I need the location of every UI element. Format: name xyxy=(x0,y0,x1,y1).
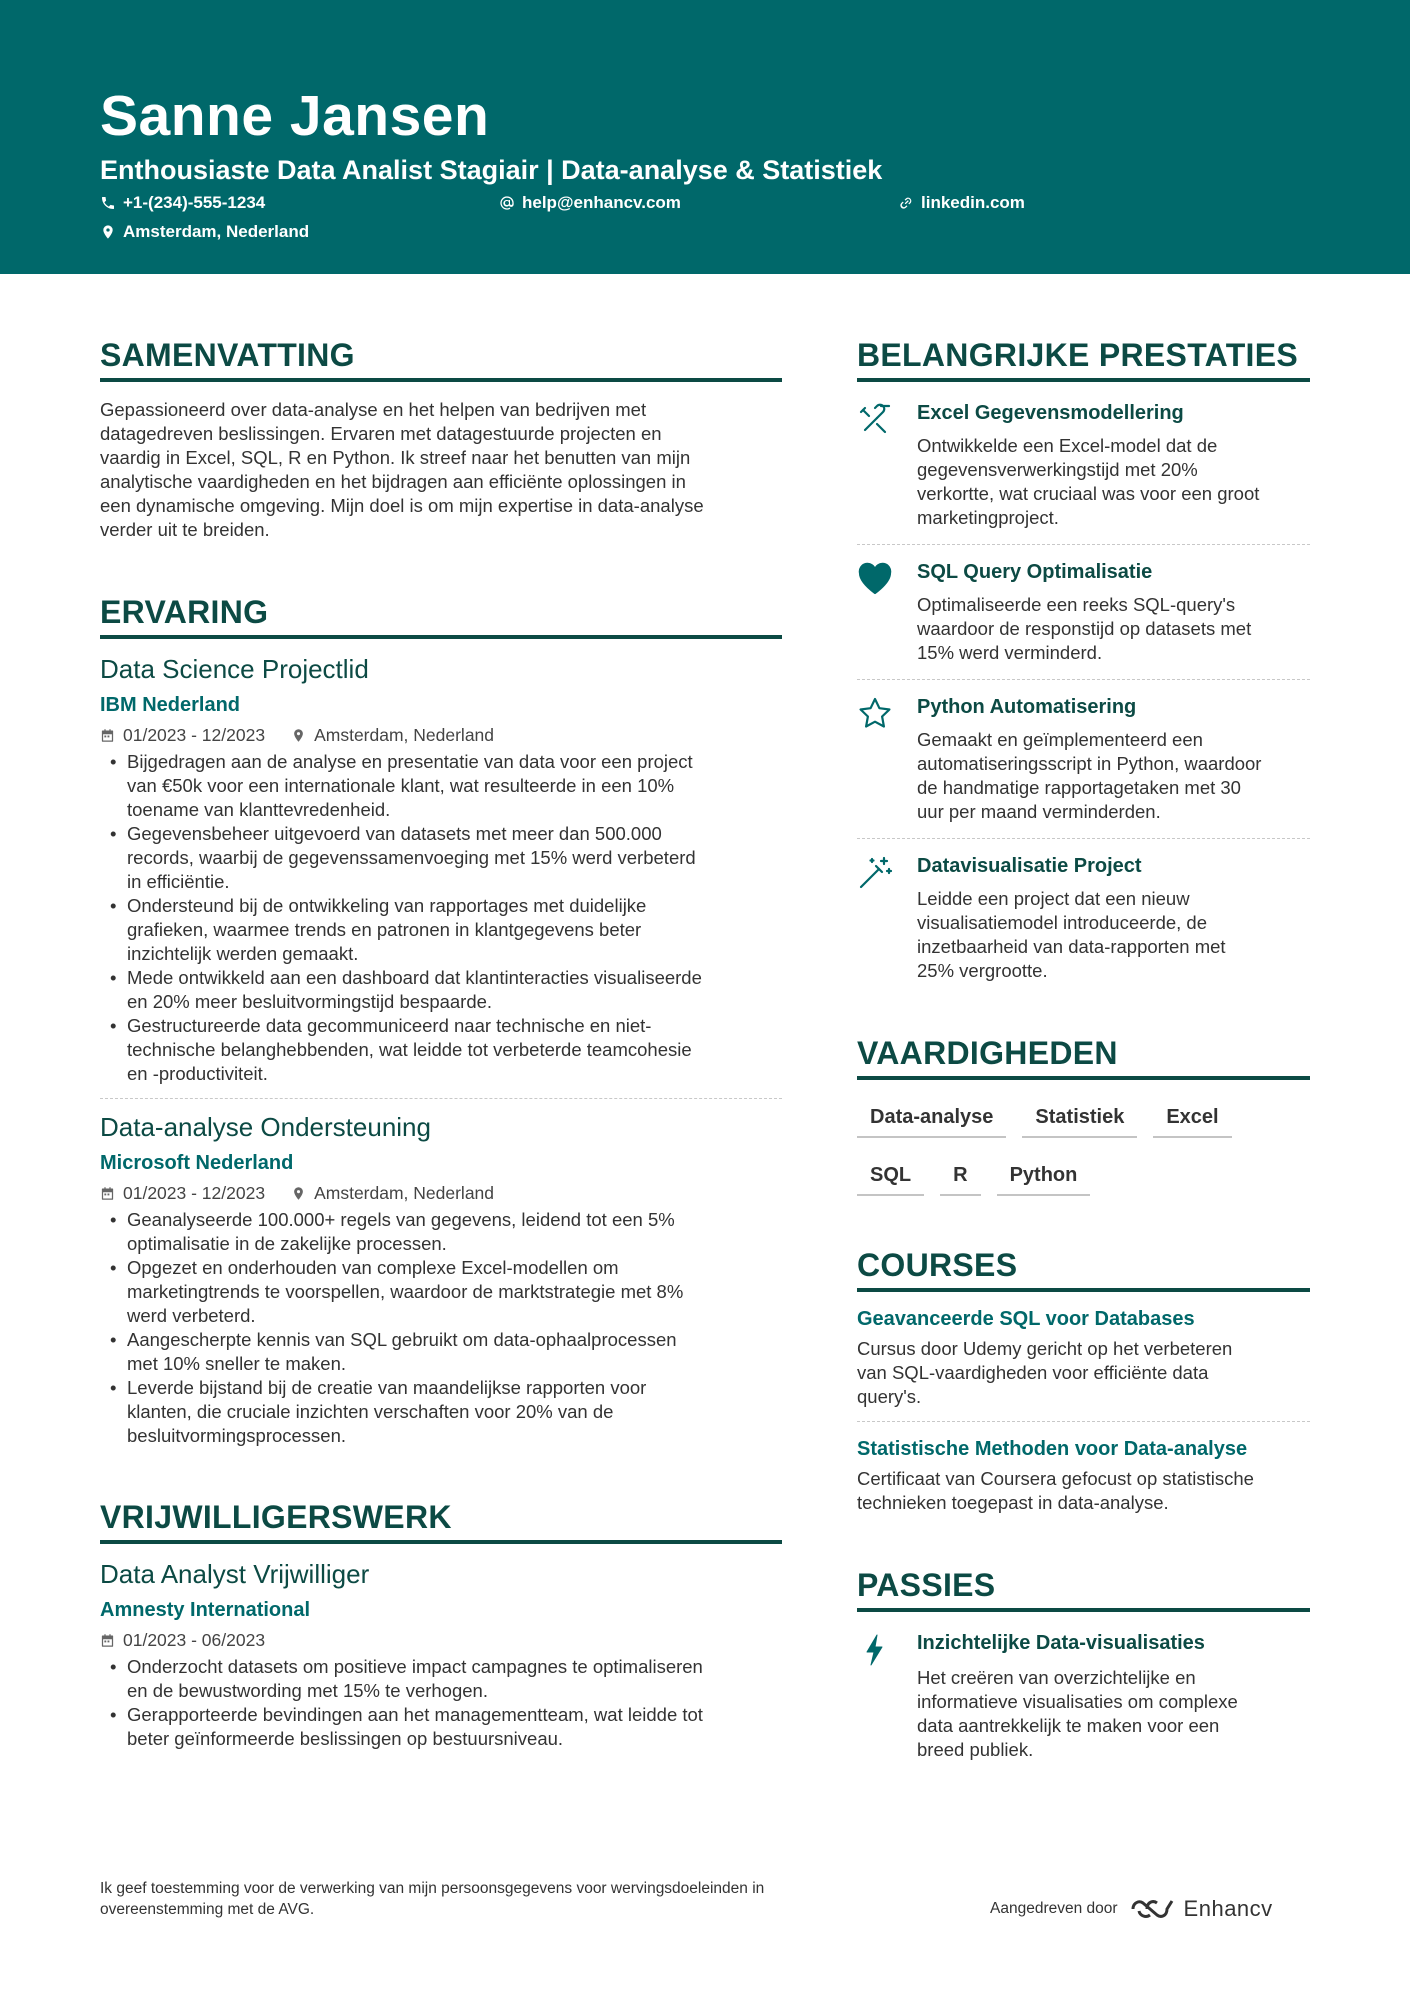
achievement-title: SQL Query Optimalisatie xyxy=(917,561,1153,583)
candidate-name: Sanne Jansen xyxy=(100,84,490,148)
achievements-heading: BELANGRIJKE PRESTATIES xyxy=(857,334,1310,382)
skills-list xyxy=(857,1098,1310,1214)
bullet-item: • Gestructureerde data gecommuniceerd naar technische en niet- technische belanghebbenden, wat leidde tot verbeterde teamcohesie en -productiviteit. xyxy=(100,1014,782,1086)
summary-line: een dynamische omgeving. Mijn doel is om mijn expertise in data-analyse xyxy=(100,495,704,516)
contact-phone[interactable] xyxy=(100,192,265,214)
achievement-description: Optimaliseerde een reeks SQL-query's waardoor de responstijd op datasets met 15% werd verminderd. xyxy=(917,594,1252,663)
contact-linkedin[interactable] xyxy=(898,192,1025,214)
achievement-description: Gemaakt en geïmplementeerd een automatiseringsscript in Python, waardoor de handmatige rapportagetaken met 30 uur per maand verminderden. xyxy=(917,729,1262,822)
star-icon xyxy=(857,696,893,732)
achievement-title: Excel Gegevensmodellering xyxy=(917,402,1184,424)
bullet-item: • Leverde bijstand bij de creatie van maandelijkse rapporten voor klanten, die cruciale inzichten verschaften voor 20% van de besluitvormingsprocessen. xyxy=(100,1376,782,1448)
job-dates xyxy=(100,1628,265,1652)
skill-tag: Statistiek xyxy=(1022,1098,1137,1138)
entry-divider xyxy=(857,679,1310,680)
email-text: help@enhancv.com xyxy=(522,193,681,212)
entry-divider xyxy=(857,838,1310,839)
achievement-item xyxy=(857,694,1310,824)
powered-by-label: Aangedreven door xyxy=(990,1900,1118,1917)
job-dates-text: 01/2023 - 12/2023 xyxy=(123,1183,266,1203)
job-location xyxy=(291,1181,494,1205)
skill-tag: R xyxy=(940,1156,980,1196)
experience-entry xyxy=(100,653,782,1086)
location-pin-icon xyxy=(291,728,306,743)
course-description: Cursus door Udemy gericht op het verbeteren van SQL-vaardigheden voor efficiënte data query's. xyxy=(857,1338,1233,1407)
job-bullets xyxy=(100,1208,782,1448)
entry-divider xyxy=(100,1098,782,1099)
powered-by xyxy=(990,1896,1273,1922)
bullet-item: • Aangescherpte kennis van SQL gebruikt om data-ophaalprocessen met 10% sneller te maken. xyxy=(100,1328,782,1376)
phone-text: +1-(234)-555-1234 xyxy=(123,193,266,212)
location-pin-icon xyxy=(100,224,116,240)
bullet-item: • Ondersteund bij de ontwikkeling van rapportages met duidelijke grafieken, waarmee trends en patronen in klantgegevens beter inzichtelijk werden gemaakt. xyxy=(100,894,782,966)
course-item xyxy=(857,1306,1310,1409)
job-dates xyxy=(100,723,265,747)
passion-item xyxy=(857,1630,1310,1762)
course-description: Certificaat van Coursera gefocust op statistische technieken toegepast in data-analyse. xyxy=(857,1468,1254,1513)
company-name: Microsoft Nederland xyxy=(100,1152,294,1174)
skill-tag: Python xyxy=(997,1156,1091,1196)
experience-heading: ERVARING xyxy=(100,591,782,639)
contact-email[interactable] xyxy=(499,192,681,214)
right-column xyxy=(857,334,1310,1762)
summary-line: vaardig in Excel, SQL, R en Python. Ik streef naar het benutten van mijn xyxy=(100,447,691,468)
consent-text: Ik geef toestemming voor de verwerking van mijn persoonsgegevens voor wervingsdoeleinden in overeenstemming met de AVG. xyxy=(100,1880,765,1918)
volunteer-entry xyxy=(100,1558,782,1751)
tools-icon xyxy=(857,402,893,438)
calendar-icon xyxy=(100,1633,115,1648)
job-bullets xyxy=(100,1655,782,1751)
summary-line: verder uit te breiden. xyxy=(100,519,270,540)
achievement-description: Leidde een project dat een nieuw visualisatiemodel introduceerde, de inzetbaarheid van data-rapporten met 25% vergrootte. xyxy=(917,888,1226,981)
left-column xyxy=(100,334,782,1751)
bullet-item: • Geanalyseerde 100.000+ regels van gegevens, leidend tot een 5% optimalisatie in de zakelijke processen. xyxy=(100,1208,782,1256)
bullet-item: • Onderzocht datasets om positieve impact campagnes te optimaliseren en de bewustwording met 15% te verhogen. xyxy=(100,1655,782,1703)
bullet-item: • Bijgedragen aan de analyse en presentatie van data voor een project van €50k voor een internationale klant, wat resulteerde in een 10% toename van klanttevredenheid. xyxy=(100,750,782,822)
achievement-item xyxy=(857,559,1310,665)
location-pin-icon xyxy=(291,1186,306,1201)
job-bullets xyxy=(100,750,782,1086)
calendar-icon xyxy=(100,1186,115,1201)
magic-wand-icon xyxy=(857,855,893,891)
link-icon xyxy=(898,195,914,211)
passion-title: Inzichtelijke Data-visualisaties xyxy=(917,1632,1205,1654)
bullet-item: • Opgezet en onderhouden van complexe Excel-modellen om marketingtrends te voorspellen, waardoor de marktstrategie met 8% werd verbeterd. xyxy=(100,1256,782,1328)
location-text: Amsterdam, Nederland xyxy=(123,222,310,241)
job-title: Data Analyst Vrijwilliger xyxy=(100,1559,370,1589)
heart-icon xyxy=(857,561,893,597)
job-meta xyxy=(100,1181,782,1205)
job-meta xyxy=(100,1628,782,1652)
summary-line: datagedreven beslissingen. Ervaren met datagestuurde projecten en xyxy=(100,423,662,444)
skill-tag: Excel xyxy=(1153,1098,1231,1138)
job-title: Data-analyse Ondersteuning xyxy=(100,1112,431,1142)
job-dates-text: 01/2023 - 12/2023 xyxy=(123,725,266,745)
passions-heading: PASSIES xyxy=(857,1564,1310,1612)
summary-line: analytische vaardigheden en het bijdragen aan efficiënte oplossingen in xyxy=(100,471,686,492)
skills-heading: VAARDIGHEDEN xyxy=(857,1032,1310,1080)
candidate-headline: Enthousiaste Data Analist Stagiair | Data-analyse & Statistiek xyxy=(100,155,883,185)
entry-divider xyxy=(857,544,1310,545)
resume-header xyxy=(0,0,1410,274)
enhancv-logo[interactable] xyxy=(1130,1896,1273,1922)
volunteer-heading: VRIJWILLIGERSWERK xyxy=(100,1496,782,1544)
job-location-text: Amsterdam, Nederland xyxy=(314,725,495,745)
achievement-title: Datavisualisatie Project xyxy=(917,855,1142,877)
course-title: Statistische Methoden voor Data-analyse xyxy=(857,1438,1248,1460)
achievement-title: Python Automatisering xyxy=(917,696,1137,718)
company-name: IBM Nederland xyxy=(100,694,241,716)
job-location xyxy=(291,723,494,747)
bullet-item: • Gegevensbeheer uitgevoerd van datasets met meer dan 500.000 records, waarbij de gegevenssamenvoeging met 15% werd verbeterd in efficiëntie. xyxy=(100,822,782,894)
bullet-item: • Gerapporteerde bevindingen aan het managementteam, wat leidde tot beter geïnformeerde beslissingen op bestuursniveau. xyxy=(100,1703,782,1751)
at-icon xyxy=(499,195,515,211)
company-name: Amnesty International xyxy=(100,1599,311,1621)
course-title: Geavanceerde SQL voor Databases xyxy=(857,1308,1195,1330)
lightning-icon xyxy=(857,1632,893,1668)
bullet-item: • Mede ontwikkeld aan een dashboard dat klantinteracties visualiseerde en 20% meer besluitvormingstijd bespaarde. xyxy=(100,966,782,1014)
entry-divider xyxy=(857,1421,1310,1422)
achievement-item xyxy=(857,853,1310,983)
job-location-text: Amsterdam, Nederland xyxy=(314,1183,495,1203)
calendar-icon xyxy=(100,728,115,743)
job-dates-text: 01/2023 - 06/2023 xyxy=(123,1630,266,1650)
passion-description: Het creëren van overzichtelijke en informatieve visualisaties om complexe data aantrekkelijk te maken voor een breed publiek. xyxy=(917,1667,1238,1760)
summary-text xyxy=(100,398,782,542)
experience-entry xyxy=(100,1111,782,1448)
courses-heading: COURSES xyxy=(857,1244,1310,1292)
course-item xyxy=(857,1436,1310,1515)
achievement-description: Ontwikkelde een Excel-model dat de gegevensverwerkingstijd met 20% verkortte, wat cruciaal was voor een groot marketingproject. xyxy=(917,435,1260,528)
skill-tag: SQL xyxy=(857,1156,924,1196)
contact-location xyxy=(100,221,309,243)
achievement-item xyxy=(857,400,1310,530)
job-title: Data Science Projectlid xyxy=(100,654,369,684)
job-meta xyxy=(100,723,782,747)
phone-icon xyxy=(100,195,116,211)
skill-tag: Data-analyse xyxy=(857,1098,1006,1138)
enhancv-logo-icon xyxy=(1130,1896,1178,1922)
summary-line: Gepassioneerd over data-analyse en het helpen van bedrijven met xyxy=(100,399,647,420)
enhancv-brand: Enhancv xyxy=(1183,1896,1273,1921)
job-dates xyxy=(100,1181,265,1205)
linkedin-text: linkedin.com xyxy=(921,193,1025,212)
summary-heading: SAMENVATTING xyxy=(100,334,782,382)
